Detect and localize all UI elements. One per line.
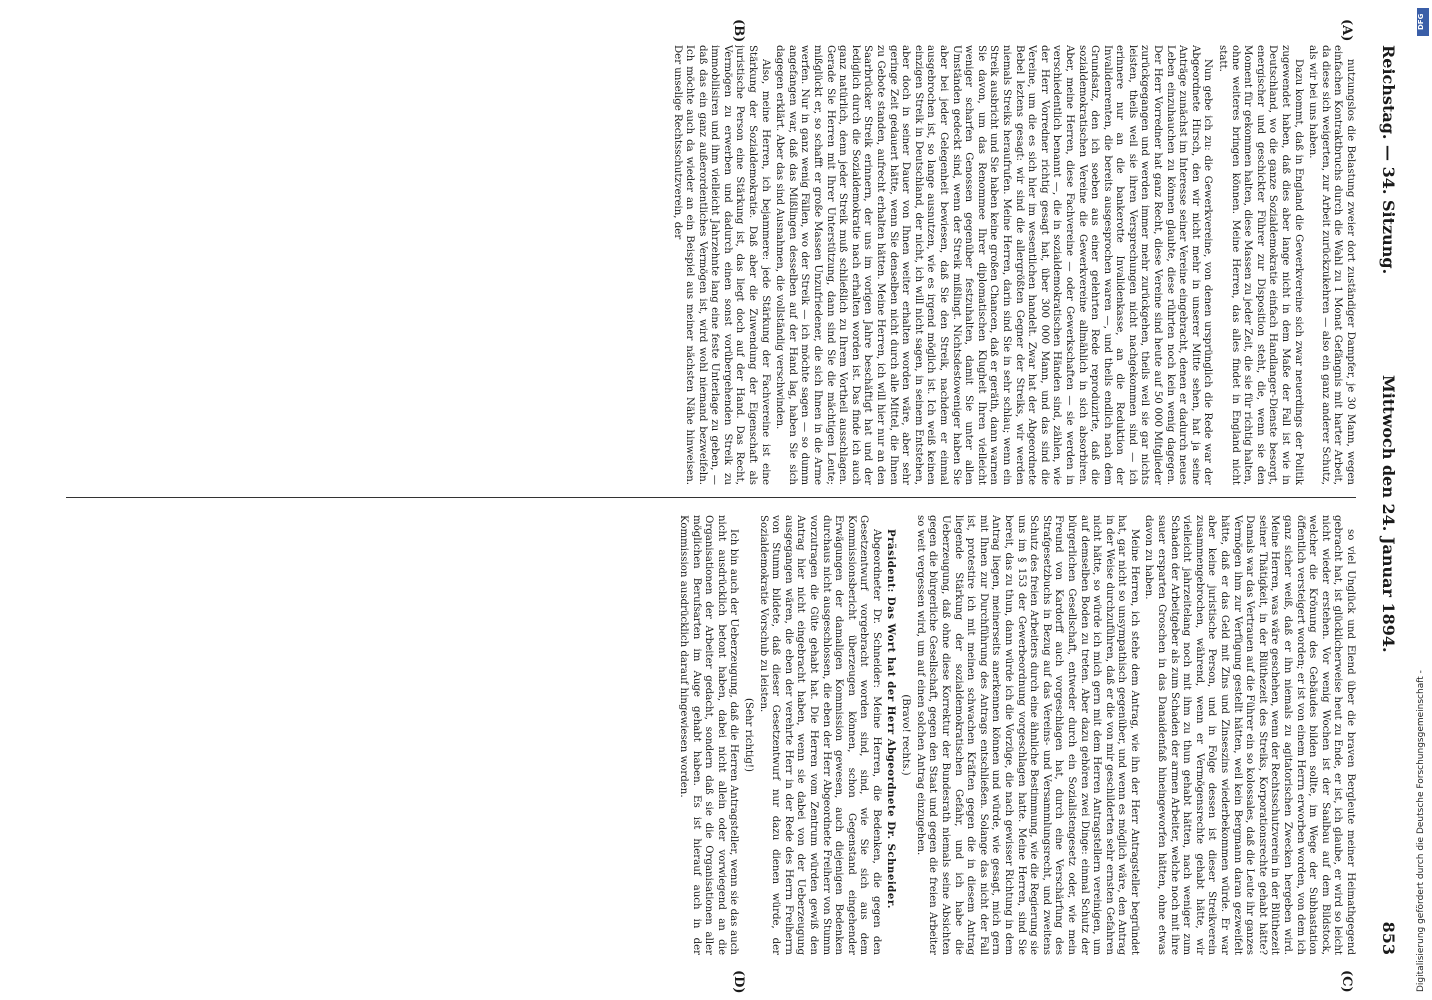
dfg-logo: DFG: [1417, 8, 1429, 36]
right-column: [56, 515, 1356, 955]
margin-marker-d: (D): [731, 970, 746, 994]
digitization-credit: Digitalisierung gefördert durch die Deutsche Forschungsgemeinschaft -: [1416, 670, 1426, 992]
header-date: Mittwoch den 24. Januar 1894.: [1379, 375, 1398, 653]
margin-marker-c: (C): [1339, 970, 1354, 993]
page-number: 853: [1379, 921, 1398, 955]
margin-marker-b: (B): [731, 19, 746, 43]
speaker-line: Präsident: Das Wort hat der Herr Abgeordnete Dr. Schneider.: [884, 529, 897, 909]
paragraph: Ich bin auch der Ueberzeugung, daß die Herren Antragsteller, wenn sie das auch nicht ausdrücklich betont haben, dabei nicht allein oder vorwiegend an die Organisationen der Arbeiter gedacht, sondern daß sie die Organisationen aller möglichen Berufsarten im Auge gehabt haben. Es ist hierauf auch in der Kommission ausdrücklich darauf hingewiesen worden.: [678, 515, 740, 955]
paragraph: Abgeordneter Dr. Schneider: Meine Herren, die Bedenken, die gegen den Gesetzentwurf vorgebracht worden sind, sind, wie Sie sich aus dem Kommissionsbericht überzeugen können, schon Gegenstand eingehender Erwägungen der damaligen Kommission gewesen, auch diejenigen Bedenken durchaus nicht ausgeschlossen, die eben der Herr Abgeordnete Freiherr von Stumm vorzutragen die Güte gehabt hat. Die Herren vom Zentrum würden gewiß den Antrag hier nicht eingebracht haben, wenn sie dabei von der Ueberzeugung ausgegangen wären, die eben der verehrte Herr in der Rede des Herrn Freiherrn von Stumm bildete, daß dieser Gesetzentwurf nur dazu dienen würde, der Sozialdemokratie Vorschub zu leisten.: [757, 515, 883, 955]
page-header: [1372, 45, 1398, 955]
paragraph: so viel Unglück und Elend über die braven Bergleute meiner Heimathgegend gebracht hat, ist glücklicherweise heut zu Ende, er ist, ich glaube, er wird so leicht nicht wieder erstehen. Vor wenig Wochen ist der Saalbau auf dem Bildstock, welcher die Krönung des Gebäudes bilden sollte, im Wege der Subhastation öffentlich versteigert worden; er ist von einem Herrn erworben worden, von dem ich ganz sicher weiß, daß er ihn niemals zu agitatorischen Zwecken hergeben wird. Meine Herren, was wäre geschehen, wenn der Rechtsschutzverein in der Blüthezeit seiner Thätigkeit, in der Blüthezeit des Streiks, Korporationsrechte gehabt hätte? Damals war das Vertrauen auf die Führer ein so kolossales, daß die Leute ihr ganzes Vermögen ihm zur Verfügung gestellt hätten, weil kein Bergmann daran gezweifelt hätte, daß er das Geld mit Zins und Zinseszins wiederbekommen würde. Er war aber keine juristische Person, und in Folge dessen ist dieser Streikverein zusammengebrochen, während, wenn er Vermögensrechte gehabt hätte, wir vielleicht jahrzeitelang noch mit ihm zu thun gehabt hätten, nach weniger zum Schaden der Arbeitgeber als zum Schaden der armen Arbeiter, welche noch mit ihre sauer ersparten Groschen in das Danaidenfaß hineingeworfen hätten, ohne etwas davon zu haben.: [1143, 515, 1356, 955]
paragraph: Also, meine Herren, ich bejammere: jede Stärkung der Fachvereine ist eine Stärkung der Sozialdemokratie. Daß aber die Zuwendung der Eigenschaft als juristische Person eine Stärkung ist, das liegt doch auf der Hand. Das Recht, Vermögen zu erwerben und dadurch einen sonst vorübergehenden Streik zu immobilisiren und ihm vielleicht Jahrzehnte lang eine feste Unterlage zu geben, — daß das ein ganz außerordentliches Vermögen ist, wird wohl niemand bezweifeln. Ich möchte auch da wieder an ein Beispiel aus meiner nächsten Nähe hinweisen. Der unselige Rechtsschutzverein, der: [671, 45, 771, 485]
paragraph: nutzungslos die Belastung zweier dort zuständiger Dampfer, je 30 Mann, wegen einfachen Kontraktbruchs durch die Wahl zu 1 Monat Gefängnis mit harter Arbeit, da diese sich weigerten, zur Arbeit zurückzukehren — also ein ganz anderer Schutz, als wir bei uns haben.: [1307, 45, 1356, 485]
left-column: [56, 45, 1356, 485]
rotated-page-content: [16, 5, 1416, 995]
column-divider: [66, 497, 1356, 498]
paragraph: Nun gebe ich zu: die Gewerkvereine, von denen ursprünglich die Rede war der Abgeordnete Hirsch, den wir nicht mehr in unserer Mitte sehen, hat ja seine Anträge zunächst im Interesse seiner Vereine eingebracht, denen er dadurch neues Leben einzuhauchen zu können glaubte, diese rührten noch kein wenig dagegen. Der Herr Vorredner hat ganz Recht, diese Vereine sind heute auf 50 000 Mitglieder zurückgegangen und werden immer mehr zurückgehen, theils weil sie gar nichts leisten, theils weil sie ihren Versprechungen nicht nachgekommen sind — ich erinnere nur an die bankerotte Invalidenkasse, an die Reduktion der Invalidenrenten, die bereits ausgesprochen waren —, und theils endlich nach dem Grundsatz, den ich soeben aus einer gelehrten Rede reproduzirte, daß die sozialdemokratischen Vereine die Gewerkvereine allmählich in sich absorbiren. Aber, meine Herren, diese Fachvereine — oder Gewerkschaften — sie werden in verschiedentlich benannt —, die in sozialdemokratischen Händen sind, zählen, wie der Herr Vorredner richtig gesagt hat, über 300 000 Mann, und das sind die Vereine, um die es sich hier im wesentlichen handelt. Zwar hat der Abgeordnete Bebel leztens gesagt: wir sind die allergrößten Gegner der Streiks, wir werden niemals Streiks heraufrufen. Meine Herren, darin sind Sie in sehr schlau; wenn ein Streik ausbricht und Sie haben keine großen Chancen, daß er geräth, dann warnen Sie davon, um das Renommee Ihrer diplomatischen Klugheit Ihren vielleicht weniger scharfen Genossen gegenüber festzuhalten, damit Sie unter allen Umständen gedeckt sind, wenn der Streik mißlingt. Nichtsdestoweniger haben Sie aber bei jeder Gelegenheit bewiesen, daß Sie den Streik, nachdem er einmal ausgebrochen ist, so lange ausnutzen, wie es irgend möglich ist. Ich weiß keinen einzigen Streik in Deutschland, der nicht, ich will nicht sagen, in seinem Entstehen, aber doch in seiner Dauer von Ihnen weiter erhalten worden wäre, aber sehr geringe Zeit gedauert hätte, wenn Sie denselben nicht durch alle Mittel, die Ihnen zu Gebote standen, aufrecht erhalten hätten. Meine Herren, ich will hier nur an den Saarbrücker Streik erinnern, der uns im vorigen Jahre beschäftigt hat und der lediglich durch die Sozialdemokratie nach erhalten worden ist. Das finde ich auch ganz natürlich, denn jeder Streik muß schließlich zu Ihrem Vortheil ausschlagen. Gerade Sie Herren mit Ihrer Unterstützung, dann sind Sie die mächtigen Leute; mißglückt er, so schafft er große Massen Unzufriedener, die sich Ihnen in die Arme werfen. Nur in ganz wenig Fällen, wo der Streik — ich möchte sagen — so dumm angefangen war, daß das Mißlingen desselben auf der Hand lag, haben Sie sich dagegen erklärt. Aber das sind Ausnahmen, die vollständig verschwinden.: [774, 45, 1214, 485]
margin-marker-a: (A): [1339, 19, 1354, 42]
interjection: (Sehr richtig!): [743, 698, 755, 772]
header-left: Reichstag. — 34. Sitzung.: [1379, 45, 1398, 275]
paragraph: Meine Herren, ich stehe dem Antrag, wie ihn der Herr Antragsteller begründet hat, gar nicht so unsympathisch gegenüber, und wenn es möglich wäre, den Antrag in der Weise durchzuführen, daß er die von mir geschilderten sehr ernsten Gefahren nicht hätte, so würde ich mich gern mit dem Herren Antragstellern vereinigen, um auf demselben Boden zu treten. Aber dazu gehören zwei Dinge: einmal Schutz der bürgerlichen Gesellschaft, entweder durch ein Sozialistengesetz oder, wie mein Freund von Kardorff auch vorgeschlagen hat, durch eine Verschärfung des Strafgesetzbuchs in Bezug auf das Vereins- und Versammlungsrecht, und zweitens Schutz des freien Arbeiters durch eine ähnliche Bestimmung, wie die Regierung sie uns im § 153 der Gewerbeordnung vorgeschlagen hatte. Meine Herren, sind Sie bereit, das zu thun, dann würde ich die Vorzüge, die nach gewisser Richtung in dem Antrag liegen, meinerseits anerkennen können und würde, wie gesagt, mich gern mit Ihnen zur Durchführung des Antrags entschließen. Solange das nicht der Fall ist, protestire ich mit meinen schwachen Kräften gegen die in diesem Antrag liegende Stärkung der sozialdemokratischen Gefahr, und ich habe die Ueberzeugung, daß ohne diese Korrektur der Bundesrath niemals seine Absichten gegen die bürgerliche Gesellschaft, gegen den Staat und gegen die freien Arbeiter so weit vergessen wird, um auf einen solchen Antrag einzugehen.: [914, 515, 1140, 955]
paragraph: Dazu kommt, daß in England die Gewerkvereine sich zwar neuerdings der Politik zugewendet haben, daß dies aber lange nicht in dem Maße der Fall ist wie in Deutschland, wo die ganze Sozialdemokratie einfach Handlanger-Dienste besorgt, energischer und geschickter Führer zur Disposition steht, die, wenn sie den Moment für gekommen halten, diese Massen zu jeder Zeit, die sie für richtig halten, ohne weiteres bringen können. Meine Herren, das alles findet in England nicht statt.: [1217, 45, 1304, 485]
interjection: (Bravo! rechts.): [900, 694, 912, 776]
